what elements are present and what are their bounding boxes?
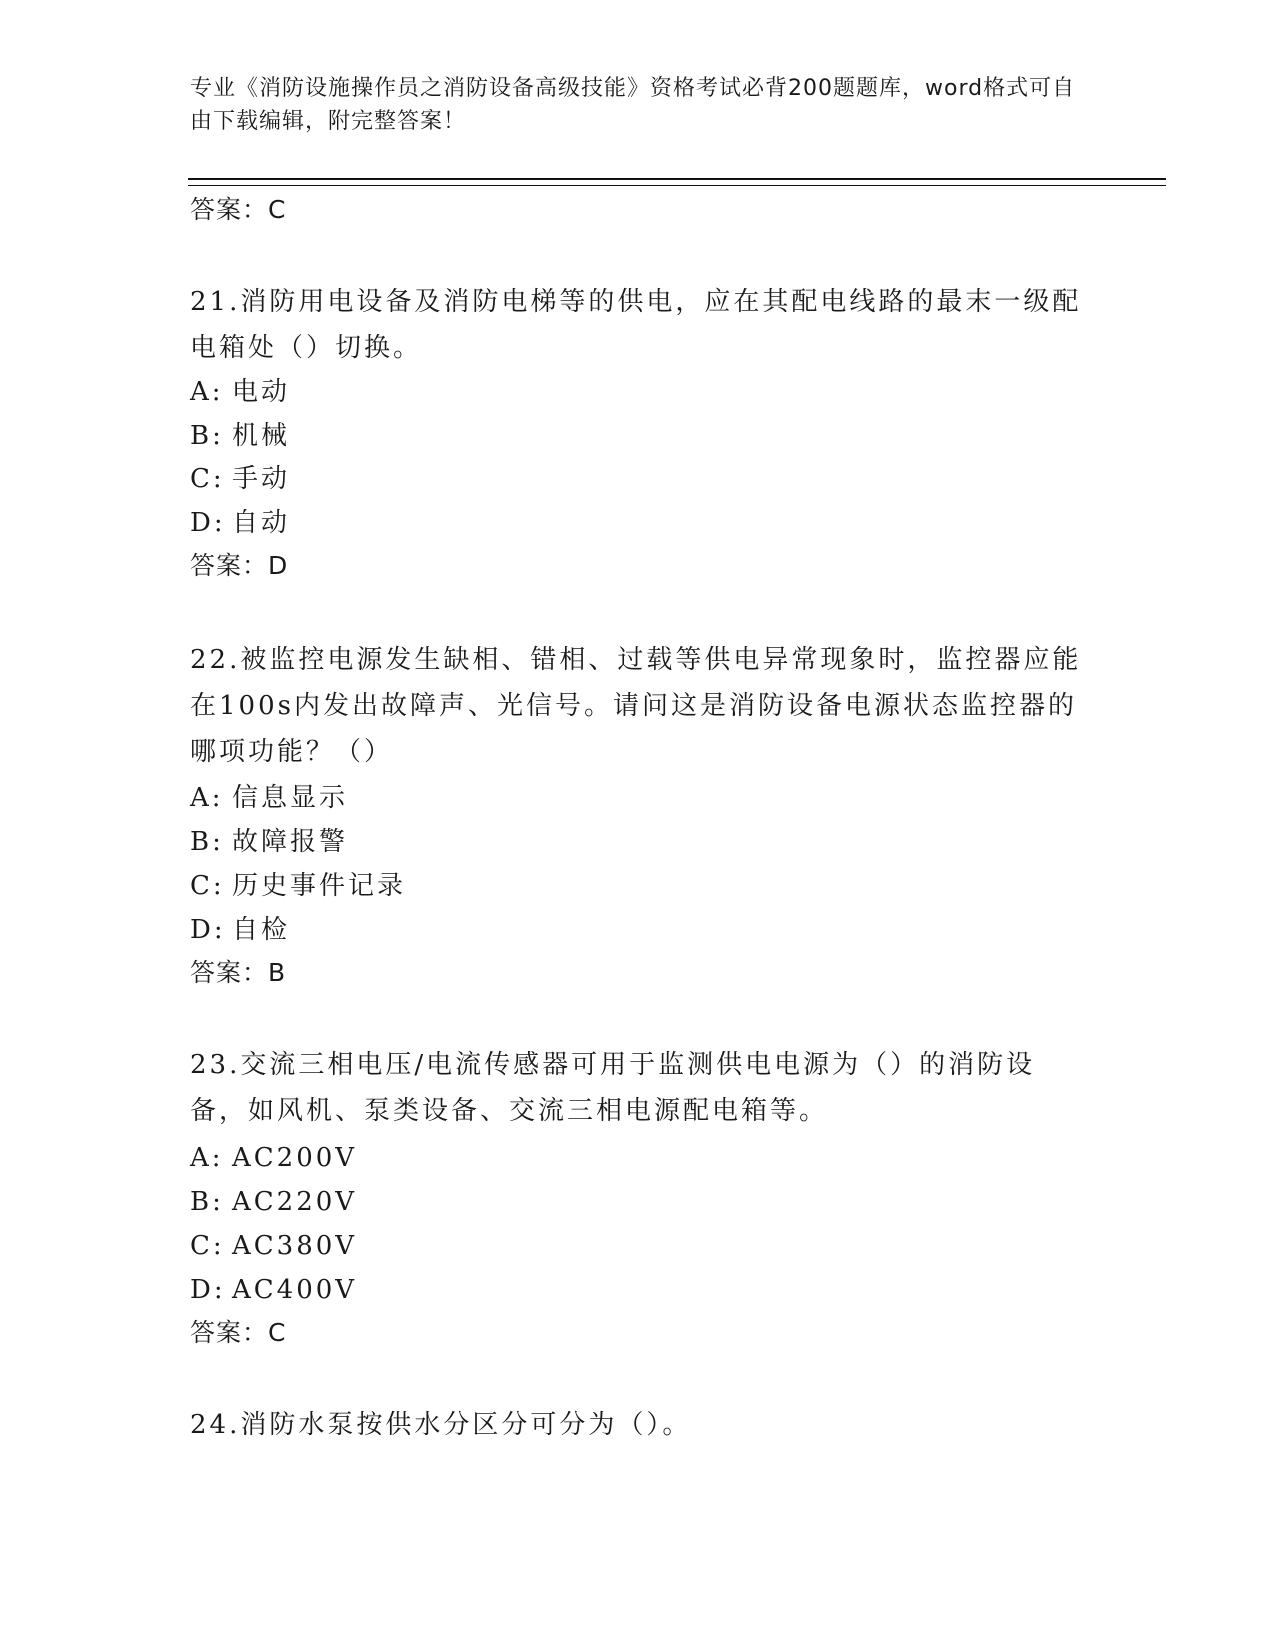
option-text: AC400V	[232, 1275, 358, 1305]
answer-value: B	[268, 958, 287, 987]
answer-prefix: 答案：	[190, 551, 269, 580]
option-letter: D:	[190, 1275, 226, 1305]
option-text: AC200V	[232, 1143, 358, 1173]
option-letter: B:	[190, 421, 224, 451]
answer-line-prev	[190, 194, 286, 226]
option-letter: D:	[190, 508, 226, 538]
option-text: 机械	[232, 421, 291, 451]
document-header: 专业《消防设施操作员之消防设备高级技能》资格考试必背200题题库，word格式可自由下载编辑，附完整答案！	[190, 76, 1076, 134]
header-divider	[188, 178, 1166, 186]
option-letter: A:	[190, 783, 224, 813]
option-letter: B:	[190, 1187, 224, 1217]
option-text: 自检	[232, 915, 291, 945]
option-letter: D:	[190, 915, 226, 945]
answer-prefix: 答案：	[190, 958, 269, 987]
option-text: AC380V	[232, 1231, 358, 1261]
answer-prefix: 答案：	[190, 195, 269, 224]
question-22-option-a	[190, 782, 348, 814]
question-22-option-b	[190, 826, 348, 858]
option-letter: B:	[190, 827, 224, 857]
question-21-stem: 21.消防用电设备及消防电梯等的供电，应在其配电线路的最末一级配电箱处（）切换。	[190, 287, 1082, 363]
option-text: 电动	[232, 377, 291, 407]
question-22-option-c	[190, 870, 406, 902]
question-21-option-a	[190, 376, 290, 408]
option-text: 故障报警	[232, 827, 349, 857]
option-letter: C:	[190, 1231, 225, 1261]
question-23-option-d	[190, 1274, 357, 1306]
question-23-option-b	[190, 1186, 357, 1218]
question-22-answer	[190, 957, 286, 989]
question-23-option-c	[190, 1230, 357, 1262]
option-letter: C:	[190, 871, 225, 901]
question-21-option-c	[190, 463, 290, 495]
option-text: 手动	[232, 464, 291, 494]
option-text: AC220V	[232, 1187, 358, 1217]
answer-value: C	[268, 1318, 287, 1347]
question-24-stem: 24.消防水泵按供水分区分可分为（）。	[190, 1410, 692, 1440]
option-text: 历史事件记录	[232, 871, 407, 901]
option-letter: C:	[190, 464, 225, 494]
answer-value: D	[268, 551, 289, 580]
option-letter: A:	[190, 377, 224, 407]
question-21-option-d	[190, 507, 290, 539]
answer-value: C	[268, 195, 287, 224]
question-21-option-b	[190, 420, 290, 452]
answer-prefix: 答案：	[190, 1318, 269, 1347]
question-23-stem: 23.交流三相电压/电流传感器可用于监测供电电源为（）的消防设备，如风机、泵类设备、交流三相电源配电箱等。	[190, 1050, 1036, 1126]
option-text: 自动	[232, 508, 291, 538]
question-22-option-d	[190, 914, 290, 946]
question-21-answer	[190, 550, 288, 582]
question-23-option-a	[190, 1142, 357, 1174]
question-23-answer	[190, 1317, 286, 1349]
question-22-stem: 22.被监控电源发生缺相、错相、过载等供电异常现象时，监控器应能在100s内发出故障声、光信号。请问这是消防设备电源状态监控器的哪项功能？（）	[190, 645, 1082, 767]
option-letter: A:	[190, 1143, 224, 1173]
option-text: 信息显示	[232, 783, 349, 813]
